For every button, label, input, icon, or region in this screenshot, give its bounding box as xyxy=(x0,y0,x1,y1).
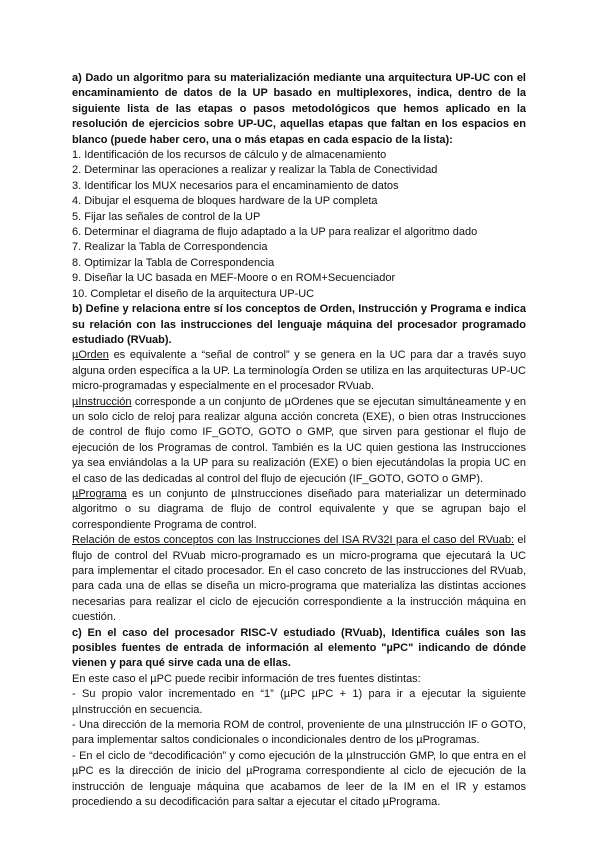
programa-paragraph xyxy=(72,487,526,533)
instruccion-paragraph xyxy=(72,395,526,487)
upc-source-item: - En el ciclo de “decodificación” y como ejecución de la µInstrucción GMP, lo que entra en el µPC es la dirección de inicio del µPrograma correspondiente al ciclo de ejecución de la instrucción de lenguaje máquina que acabamos de leer de la IM en el IR y estamos procediendo a su decodificación para saltar a ejecutar el citado µPrograma. xyxy=(72,749,526,809)
list-item: 1. Identificación de los recursos de cálculo y de almacenamiento xyxy=(72,149,387,162)
relacion-paragraph xyxy=(72,533,526,625)
orden-definition: es equivalente a “señal de control” y se genera en la UC para dar a través suyo alguna orden específica a la UP. La terminología Orden se utiliza en las arquitecturas UP-UC micro-programadas y especialmente en el procesador RVuab. xyxy=(72,349,526,393)
upc-source-item: - Una dirección de la memoria ROM de control, proveniente de una µInstrucción IF o GOTO, para implementar saltos condicionales o incondicionales dentro de los µProgramas. xyxy=(72,719,526,747)
orden-paragraph xyxy=(72,348,526,394)
question-c: c) En el caso del procesador RISC-V estudiado (RVuab), Identifica cuáles son las posibles fuentes de entrada de información al elemento "µPC" indicando de dónde vienen y para qué sirve cada una de ellas. xyxy=(72,626,526,670)
list-item: 7. Realizar la Tabla de Correspondencia xyxy=(72,241,268,254)
list-item: 4. Dibujar el esquema de bloques hardware de la UP completa xyxy=(72,195,378,208)
upc-source-item: - Su propio valor incrementado en “1” (µPC µPC + 1) para ir a ejecutar la siguiente µInstrucción en secuencia. xyxy=(72,688,526,716)
upc-intro: En este caso el µPC puede recibir información de tres fuentes distintas: xyxy=(72,672,421,685)
list-item: 10. Completar el diseño de la arquitectura UP-UC xyxy=(72,287,315,300)
list-item: 3. Identificar los MUX necesarios para el encaminamiento de datos xyxy=(72,179,399,192)
steps-list xyxy=(72,148,526,302)
list-item: 9. Diseñar la UC basada en MEF-Moore o en ROM+Secuenciador xyxy=(72,272,396,285)
instruccion-definition: corresponde a un conjunto de µOrdenes que se ejecutan simultáneamente y en un solo ciclo de reloj para realizar alguna acción concreta (EXE), o bien otras Instrucciones de control de flujo como IF_GOTO, GOTO o GMP, que sirven para gestionar el flujo de ejecución de los Programas de control. También es la UC quien gestiona las Instrucciones ya sea enviándolas a la UP para su realización (EXE) o bien ejecutándolas la propia UC en el caso de las dedicadas al control del flujo de ejecución (IF_GOTO, GOTO o GMP). xyxy=(72,395,526,485)
relacion-heading: Relación de estos conceptos con las Instrucciones del ISA RV32I para el caso del RVuab: xyxy=(72,534,515,547)
relacion-text: el flujo de control del RVuab micro-programado es un micro-programa que ejecutará la UC para implementar el citado procesador. En el caso concreto de las instrucciones del RVuab, para cada una de ellas se diseña un micro-programa que materializa las distintas acciones necesarias para realizar el ciclo de ejecución correspondiente a la instrucción máquina en cuestión. xyxy=(72,534,526,624)
document-page xyxy=(72,71,526,811)
list-item: 6. Determinar el diagrama de flujo adaptado a la UP para realizar el algoritmo dado xyxy=(72,226,478,239)
question-b: b) Define y relaciona entre sí los conceptos de Orden, Instrucción y Programa e indica su relación con las instrucciones del lenguaje máquina del procesador programado estudiado (RVuab). xyxy=(72,303,526,346)
programa-term: µPrograma xyxy=(72,487,127,500)
list-item: 5. Fijar las señales de control de la UP xyxy=(72,210,261,223)
list-item: 2. Determinar las operaciones a realizar y realizar la Tabla de Conectividad xyxy=(72,164,438,177)
orden-term: µOrden xyxy=(72,349,109,362)
list-item: 8. Optimizar la Tabla de Correspondencia xyxy=(72,256,275,269)
question-a: a) Dado un algoritmo para su materialización mediante una arquitectura UP-UC con el encaminamiento de datos de la UP basado en multiplexores, indica, dentro de la siguiente lista de las etapas o pasos metodológicos que hemos aplicado en la resolución de ejercicios sobre UP-UC, aquellas etapas que faltan en los espacios en blanco (puede haber cero, una o más etapas en cada espacio de la lista): xyxy=(72,72,526,146)
instruccion-term: µInstrucción xyxy=(72,395,132,408)
programa-definition: es un conjunto de µInstrucciones diseñado para materializar un determinado algoritmo o su diagrama de flujo de control equivalente y que se agrupan bajo el correspondiente Programa de control. xyxy=(72,487,526,531)
